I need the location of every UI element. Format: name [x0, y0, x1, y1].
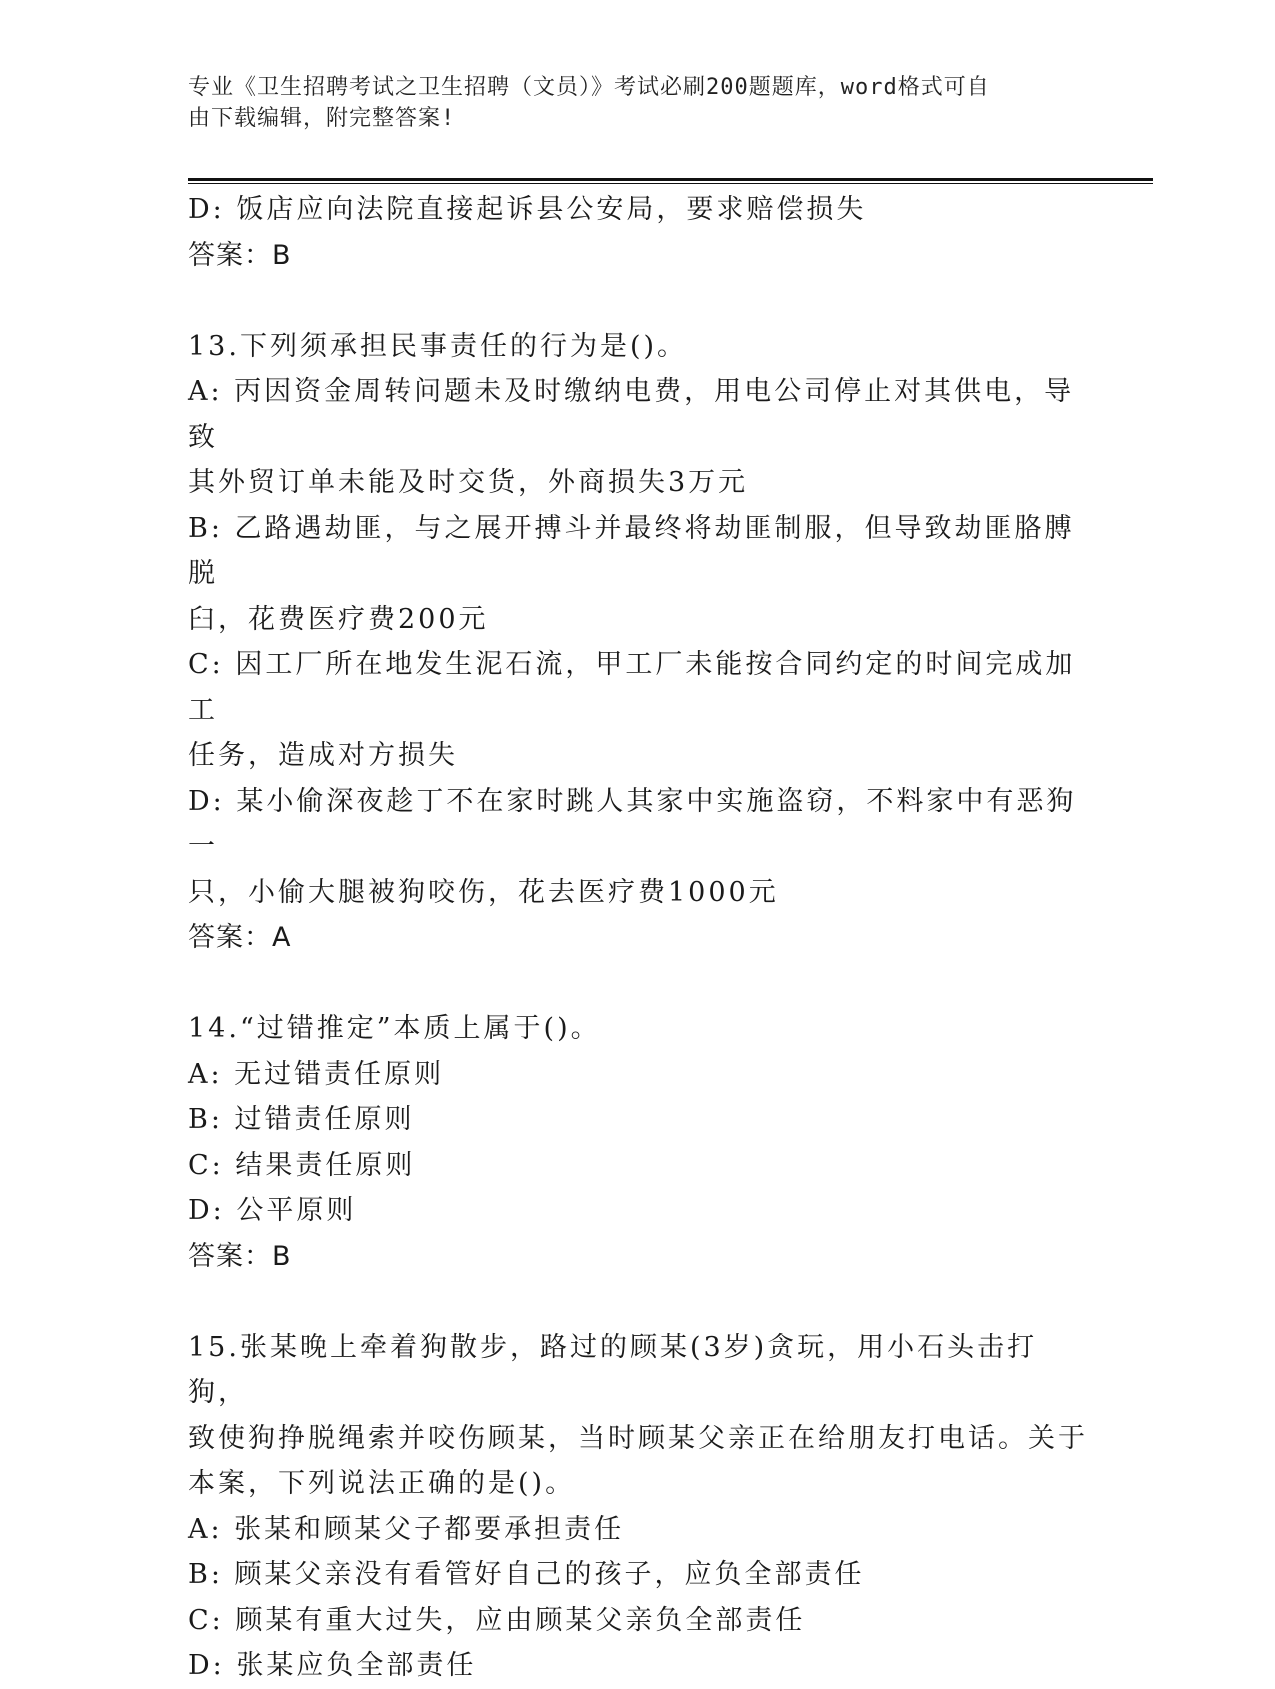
- q15-option-d: D: 张某应负全部责任: [188, 1650, 477, 1681]
- q13-option-d-line2: 只，小偷大腿被狗咬伤，花去医疗费1000元: [188, 876, 779, 908]
- q15-option-c: C: 顾某有重大过失，应由顾某父亲负全部责任: [188, 1604, 806, 1636]
- q13-question: 13.下列须承担民事责任的行为是()。: [188, 330, 688, 362]
- q13-option-d-line1: D: 某小偷深夜趁丁不在家时跳人其家中实施盗窃，不料家中有恶狗一: [188, 785, 1077, 862]
- prev-option-d: D: 饭店应向法院直接起诉县公安局，要求赔偿损失: [188, 194, 867, 225]
- header-line-2: 由下载编辑，附完整答案!: [188, 106, 456, 131]
- q15-question-line2: 致使狗挣脱绳索并咬伤顾某，当时顾某父亲正在给朋友打电话。关于: [188, 1422, 1088, 1454]
- header-rule-thick: [188, 178, 1153, 181]
- q13-option-a-line2: 其外贸订单未能及时交货，外商损失3万元: [188, 467, 749, 498]
- q15-question-line1: 15.张某晚上牵着狗散步，路过的顾某(3岁)贪玩，用小石头击打狗，: [188, 1331, 1038, 1408]
- q15-question-line3: 本案，下列说法正确的是()。: [188, 1468, 576, 1499]
- q14-option-d: D: 公平原则: [188, 1195, 357, 1226]
- q13-option-b-line1: B: 乙路遇劫匪，与之展开搏斗并最终将劫匪制服，但导致劫匪胳膊脱: [188, 512, 1075, 589]
- q13-answer: 答案：A: [188, 922, 292, 953]
- q15-option-b: B: 顾某父亲没有看管好自己的孩子，应负全部责任: [188, 1559, 865, 1590]
- q14-option-a: A: 无过错责任原则: [188, 1058, 445, 1090]
- q13-option-c-line1: C: 因工厂所在地发生泥石流，甲工厂未能按合同约定的时间完成加工: [188, 649, 1076, 726]
- q14-answer: 答案：B: [188, 1240, 292, 1272]
- q13-option-a-line1: A: 丙因资金周转问题未及时缴纳电费，用电公司停止对其供电，导致: [188, 376, 1075, 453]
- document-header: [188, 72, 1068, 134]
- q13-option-c-line2: 任务，造成对方损失: [188, 740, 458, 771]
- header-rule-thin: [188, 183, 1153, 184]
- q14-option-b: B: 过错责任原则: [188, 1104, 415, 1135]
- q14-question: 14.“过错推定”本质上属于()。: [188, 1013, 601, 1044]
- question-content: [188, 187, 1088, 1689]
- q14-option-c: C: 结果责任原则: [188, 1149, 416, 1181]
- header-line-1: 专业《卫生招聘考试之卫生招聘（文员）》考试必刷200题题库，word格式可自: [188, 75, 990, 100]
- q15-option-a: A: 张某和顾某父子都要承担责任: [188, 1513, 625, 1545]
- prev-answer: 答案：B: [188, 239, 292, 271]
- q13-option-b-line2: 臼，花费医疗费200元: [188, 603, 489, 635]
